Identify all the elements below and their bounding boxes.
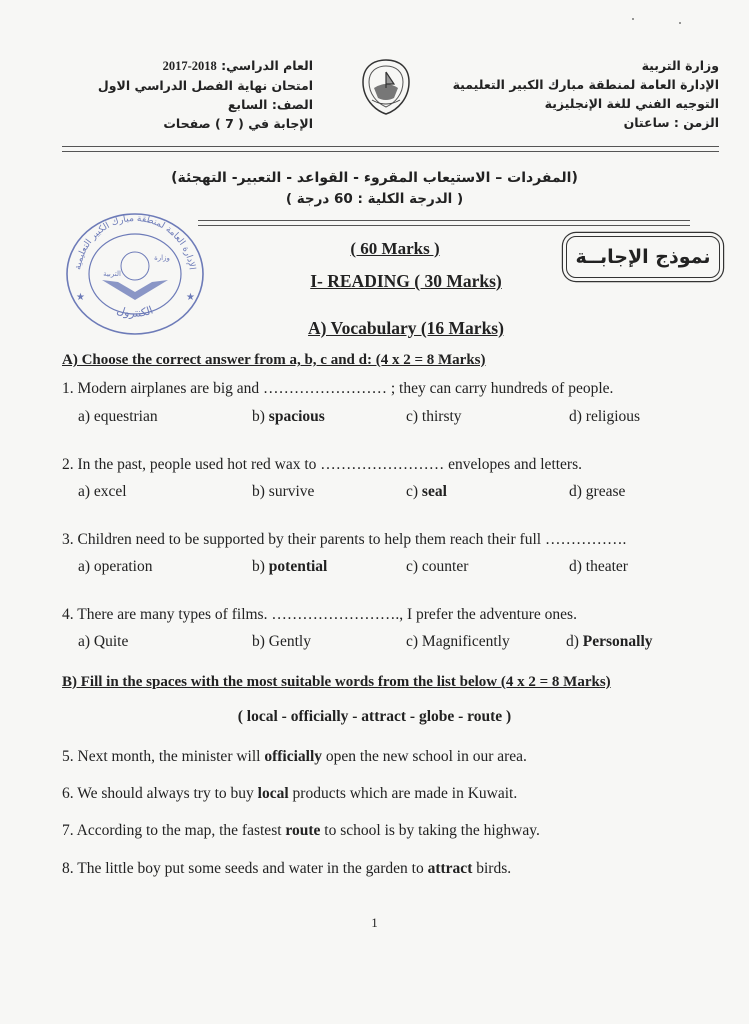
q1-option-a: a) equestrian: [78, 408, 158, 425]
s8-answer: attract: [427, 860, 473, 877]
q3-option-b: b) potential: [252, 558, 328, 575]
q2-option-c: c) seal: [406, 483, 447, 500]
total-marks-arabic: ( الدرجة الكلية : 60 درجة ): [285, 191, 464, 207]
sentence-8: 8. The little boy put some seeds and water in the garden to attract birds.: [62, 860, 512, 877]
vocabulary-heading: A) Vocabulary (16 Marks): [308, 318, 504, 338]
q3-option-c: c) counter: [406, 558, 469, 575]
scan-speck: [679, 22, 681, 24]
q1-option-d: d) religious: [569, 408, 641, 425]
q3-answer: potential: [268, 558, 328, 575]
header-divider: [62, 146, 719, 152]
academic-year-line: العام الدراسي: 2018-2017: [162, 58, 313, 73]
q3-option-d: d) theater: [569, 558, 628, 575]
model-answer-label: نموذج الإجابــة: [575, 246, 711, 268]
word-list: ( local - officially - attract - globe - route ): [237, 708, 512, 725]
stamp-star-icon: ★: [76, 292, 85, 303]
q4-option-b: b) Gently: [252, 633, 311, 650]
model-answer-badge: [566, 236, 720, 278]
q1-answer: spacious: [268, 408, 325, 425]
q4-option-a: a) Quite: [78, 633, 129, 650]
question-2: 2. In the past, people used hot red wax to …………………… envelopes and letters.: [62, 456, 582, 473]
s5-answer: officially: [264, 748, 323, 765]
ministry-name: وزارة التربية: [641, 58, 719, 73]
question-3: 3. Children need to be supported by their parents to help them reach their full …………….: [62, 531, 627, 548]
control-stamp: [62, 208, 208, 338]
stamp-star-icon: ★: [186, 292, 195, 303]
grade-label: الصف: السابع: [227, 97, 313, 112]
q2-option-d: d) grease: [569, 483, 626, 500]
stamp-bottom-text: الكنترول: [115, 303, 155, 320]
sentence-7: 7. According to the map, the fastest route to school is by taking the highway.: [62, 822, 540, 839]
stamp-inner-right: وزارة: [154, 254, 170, 262]
department-name: التوجيه الفني للغة الإنجليزية: [544, 96, 719, 111]
q4-option-c: c) Magnificently: [406, 633, 510, 650]
pages-count: الإجابة في ( 7 ) صفحات: [163, 116, 313, 131]
stamp-top-text: الإدارة العامة لمنطقة مبارك الكبير التعليمية: [73, 213, 197, 271]
part-b-instruction: B) Fill in the spaces with the most suitable words from the list below (4 x 2 = 8 Marks): [62, 674, 611, 690]
q4-option-d: d) Personally: [566, 633, 653, 650]
exam-name: امتحان نهاية الفصل الدراسي الاول: [97, 78, 313, 93]
q1-option-b: b) spacious: [252, 408, 325, 425]
s7-answer: route: [285, 822, 321, 839]
total-marks-heading: ( 60 Marks ): [350, 239, 440, 258]
header-right-block: [453, 56, 719, 132]
part-a-instruction: A) Choose the correct answer from a, b, c and d: (4 x 2 = 8 Marks): [62, 352, 486, 368]
header-left-block: [97, 56, 313, 133]
q2-option-b: b) survive: [252, 483, 315, 500]
sentence-6: 6. We should always try to buy local products which are made in Kuwait.: [62, 785, 518, 802]
question-1: 1. Modern airplanes are big and …………………… ; they can carry hundreds of people.: [62, 380, 614, 397]
directorate-name: الإدارة العامة لمنطقة مبارك الكبير التعليمية: [452, 77, 719, 92]
s6-answer: local: [257, 785, 289, 802]
q2-answer: seal: [421, 483, 447, 500]
q3-option-a: a) operation: [78, 558, 153, 575]
scan-speck: [632, 18, 634, 20]
page-number: 1: [371, 915, 378, 930]
q1-option-c: c) thirsty: [406, 408, 462, 425]
topics-divider: [198, 220, 690, 226]
stamp-inner-left: التربية: [103, 270, 121, 278]
q4-answer: Personally: [582, 633, 653, 650]
kuwait-emblem-icon: [360, 58, 412, 116]
reading-heading: I- READING ( 30 Marks): [310, 271, 502, 291]
q2-option-a: a) excel: [78, 483, 127, 500]
topics-line: (المفردات – الاستيعاب المقروء - القواعد - التعبير- التهجئة): [171, 170, 578, 186]
academic-year: 2018-2017: [162, 59, 217, 73]
exam-time: الزمن : ساعتان: [623, 115, 719, 130]
sentence-5: 5. Next month, the minister will officially open the new school in our area.: [62, 748, 527, 765]
question-4: 4. There are many types of films. ……………………., I prefer the adventure ones.: [62, 606, 577, 623]
